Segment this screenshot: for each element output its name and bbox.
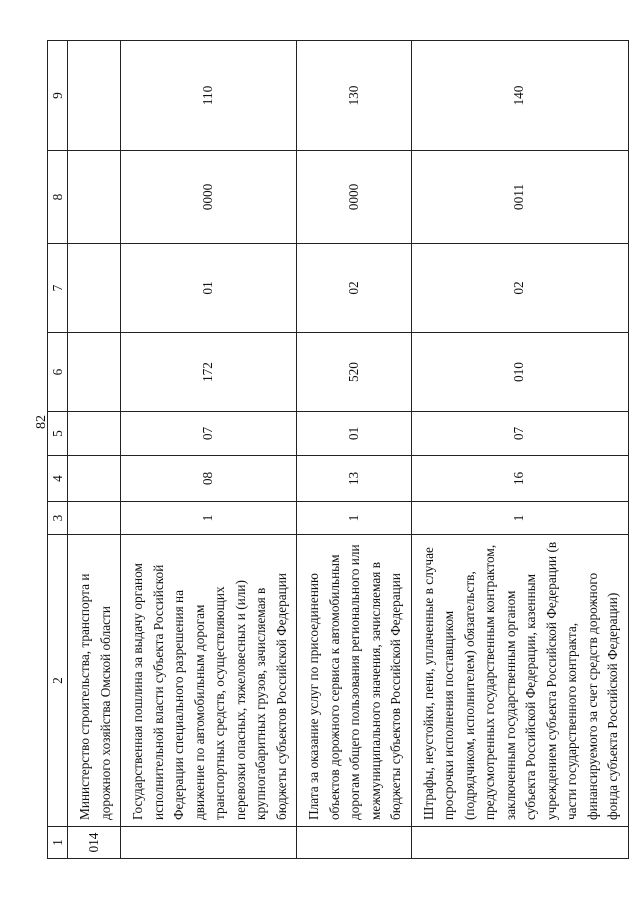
code-cell: 520 (297, 333, 412, 412)
header-cell: 6 (48, 333, 68, 412)
header-cell: 1 (48, 827, 68, 859)
code-cell: 0011 (411, 151, 628, 244)
code-cell (68, 244, 121, 333)
code-cell (68, 151, 121, 244)
admin-code-cell: 014 (68, 827, 121, 859)
header-cell: 4 (48, 456, 68, 502)
code-cell (68, 41, 121, 151)
code-cell: 140 (411, 41, 628, 151)
rotated-table-wrapper (47, 41, 620, 859)
code-cell (68, 456, 121, 502)
header-cell: 5 (48, 412, 68, 456)
code-cell: 16 (411, 456, 628, 502)
admin-code-cell (411, 827, 628, 859)
table-row (297, 41, 412, 859)
table-row (68, 41, 121, 859)
code-cell: 08 (121, 456, 297, 502)
code-cell: 01 (297, 412, 412, 456)
description-cell: Министерство строительства, транспорта и дорожного хозяйства Омской области (68, 535, 121, 827)
code-cell: 07 (411, 412, 628, 456)
code-cell: 13 (297, 456, 412, 502)
header-cell: 7 (48, 244, 68, 333)
code-cell: 07 (121, 412, 297, 456)
header-cell: 3 (48, 502, 68, 535)
budget-revenue-table (47, 40, 629, 859)
description-cell: Штрафы, неустойки, пени, уплаченные в случае просрочки исполнения поставщиком (подрядчиком, исполнителем) обязательств, предусмотренных государственным контрактом, заключенным государственным органом субъекта Российской Федерации, казенным учреждением субъекта Российской Федерации (в части государственного контракта, финансируемого за счет средств дорожного фонда субъекта Российской Федерации) (411, 535, 628, 827)
header-cell: 8 (48, 151, 68, 244)
code-cell: 02 (411, 244, 628, 333)
code-cell: 130 (297, 41, 412, 151)
page-number: 82 (34, 415, 49, 429)
table-row (411, 41, 628, 859)
code-cell: 1 (121, 502, 297, 535)
code-cell: 0000 (297, 151, 412, 244)
table-row (121, 41, 297, 859)
description-cell: Плата за оказание услуг по присоединению объектов дорожного сервиса к автомобильным дорогам общего пользования регионального или межмуниципального значения, зачисляемая в бюджеты субъектов Российской Федерации (297, 535, 412, 827)
column-number-header (48, 41, 68, 859)
code-cell (68, 412, 121, 456)
code-cell: 1 (411, 502, 628, 535)
header-cell: 9 (48, 41, 68, 151)
code-cell (68, 333, 121, 412)
code-cell: 010 (411, 333, 628, 412)
admin-code-cell (297, 827, 412, 859)
description-cell: Государственная пошлина за выдачу органом исполнительной власти субъекта Российской Федерации специального разрешения на движение по автомобильным дорогам транспортных средств, осуществляющих перевозки опасных, тяжеловесных и (или) крупногабаритных грузов, зачисляемая в бюджеты субъектов Российской Федерации (121, 535, 297, 827)
code-cell: 110 (121, 41, 297, 151)
admin-code-cell (121, 827, 297, 859)
code-cell (68, 502, 121, 535)
code-cell: 01 (121, 244, 297, 333)
header-cell: 2 (48, 535, 68, 827)
rotated-table-area (47, 41, 620, 859)
code-cell: 02 (297, 244, 412, 333)
code-cell: 0000 (121, 151, 297, 244)
code-cell: 172 (121, 333, 297, 412)
code-cell: 1 (297, 502, 412, 535)
